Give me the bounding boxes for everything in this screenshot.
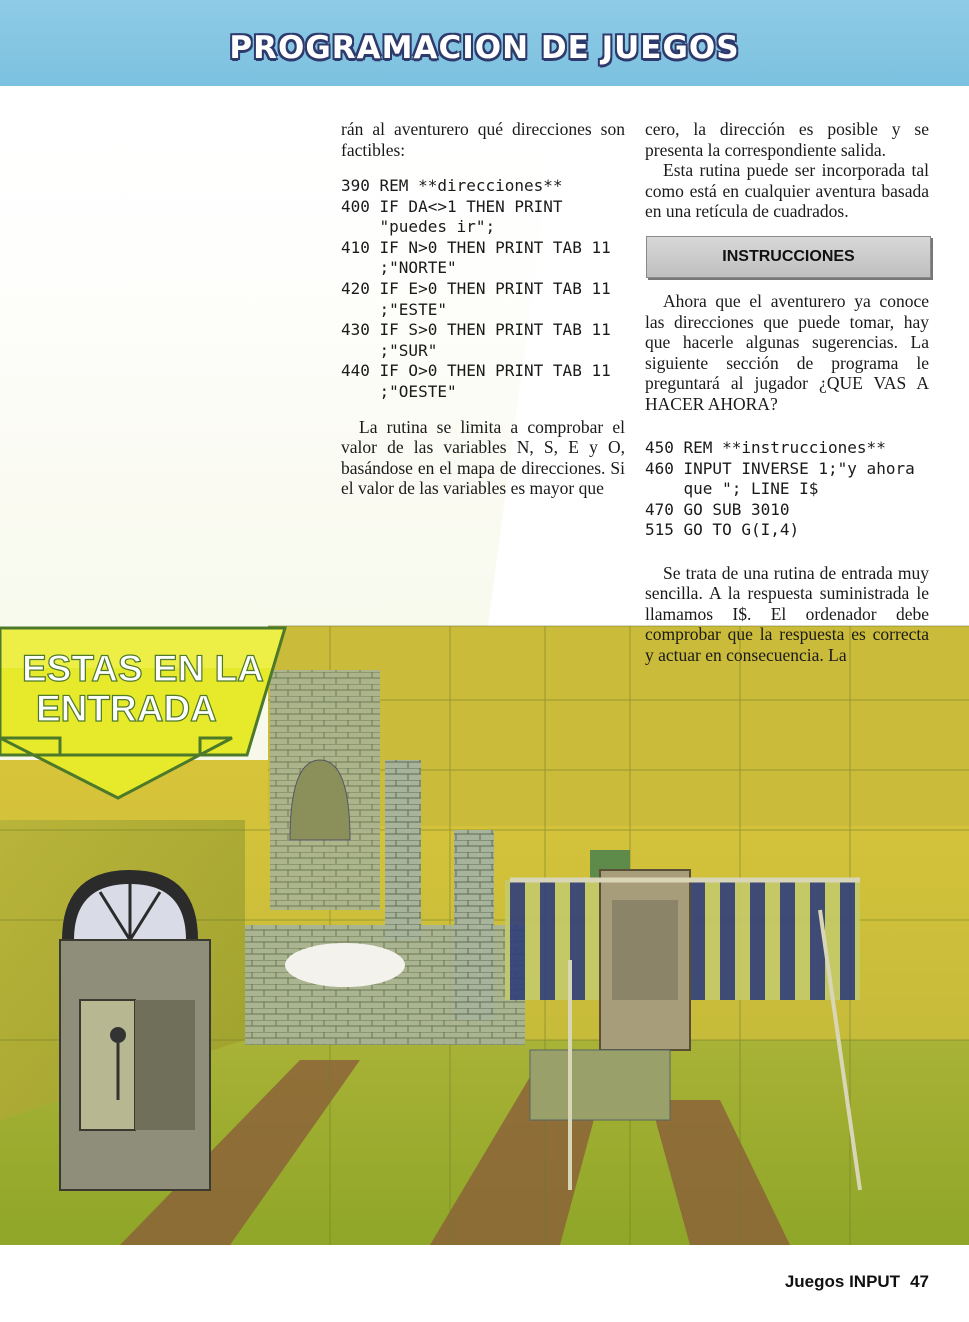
banner-line-2: ENTRADA — [36, 688, 217, 729]
code-line: ;"SUR" — [341, 340, 438, 360]
code-line: 390 REM **direcciones** — [341, 176, 563, 195]
page-number: 47 — [910, 1272, 929, 1291]
middle-column — [341, 119, 625, 499]
direcciones-code — [341, 176, 625, 403]
section-header — [0, 0, 969, 86]
code-line: 440 IF O>0 THEN PRINT TAB 11 — [341, 361, 611, 381]
code-line: "puedes ir"; — [341, 217, 496, 237]
code-line: 450 REM **instrucciones** — [645, 438, 886, 457]
page-footer — [775, 1272, 929, 1292]
right-paragraph-3: Ahora que el aventurero ya conoce las direcciones que puede tomar, hay que hacerle algunas sugerencias. La siguiente sección de programa le preguntará al jugador ¿QUE VAS A HACER AHORA? — [645, 291, 929, 414]
right-column-top — [645, 119, 929, 222]
code-line: que "; LINE I$ — [645, 479, 819, 499]
code-line: ;"NORTE" — [341, 258, 457, 278]
right-paragraph-2: Esta rutina puede ser incorporada tal como está en cualquier aventura basada en una retícula de cuadrados. — [645, 160, 929, 221]
code-line: 410 IF N>0 THEN PRINT TAB 11 — [341, 237, 611, 257]
instrucciones-code — [645, 438, 929, 541]
code-line: 420 IF E>0 THEN PRINT TAB 11 — [341, 278, 611, 298]
code-line: 400 IF DA<>1 THEN PRINT — [341, 196, 563, 216]
code-line: 460 INPUT INVERSE 1;"y ahora — [645, 458, 915, 478]
middle-intro: rán al aventurero qué direcciones son factibles: — [341, 119, 625, 160]
code-line: ;"ESTE" — [341, 299, 447, 319]
code-line: 470 GO SUB 3010 — [645, 499, 790, 519]
middle-paragraph: La rutina se limita a comprobar el valor de las variables N, S, E y O, basándose en el mapa de direcciones. Si el valor de las variables es mayor que — [341, 416, 625, 499]
code-line: ;"OESTE" — [341, 381, 457, 401]
section-title: PROGRAMACION DE JUEGOS — [229, 30, 740, 66]
instrucciones-box: INSTRUCCIONES — [646, 236, 931, 278]
right-paragraph-4: Se trata de una rutina de entrada muy sencilla. A la respuesta suministrada le llamamos I$. El ordenador debe comprobar que la respuesta es correcta y actuar en consecuencia. La — [645, 562, 929, 665]
right-column-bottom — [645, 291, 929, 665]
code-line: 515 GO TO G(I,4) — [645, 520, 800, 540]
code-line: 430 IF S>0 THEN PRINT TAB 11 — [341, 320, 611, 340]
banner-line-1: ESTAS EN LA — [22, 648, 264, 689]
right-paragraph-1: cero, la dirección es posible y se presenta la correspondiente salida. — [645, 119, 929, 160]
footer-label: Juegos INPUT — [784, 1272, 901, 1291]
